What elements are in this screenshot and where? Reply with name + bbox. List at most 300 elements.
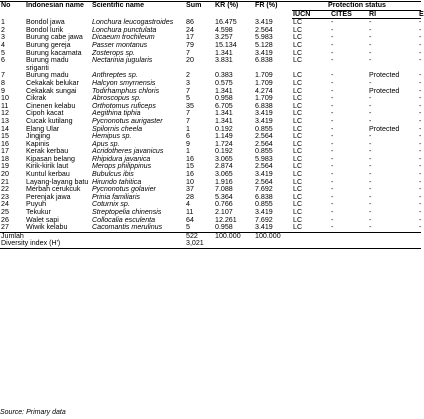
row-no: 17: [1, 147, 9, 156]
row-e: -: [419, 192, 422, 201]
row-sum: 11: [186, 208, 194, 217]
row-fr: 6.838: [255, 192, 273, 201]
table-body: [0, 19, 421, 233]
row-indonesian-name: Cipoh kacat: [26, 109, 64, 118]
row-kr: 3.065: [215, 154, 233, 163]
row-cites: -: [331, 200, 334, 209]
row-fr: 6.838: [255, 101, 273, 110]
row-indonesian-name: Wiwik kelabu: [25, 224, 91, 232]
row-e: -: [419, 48, 422, 57]
row-no: 12: [1, 109, 9, 118]
row-e: -: [419, 94, 422, 103]
row-cites: -: [331, 139, 334, 148]
row-ri: -: [369, 18, 372, 27]
row-iucn: LC: [293, 162, 303, 171]
scientific-name-text: Anthreptes sp.: [92, 71, 138, 80]
row-sum: 1: [186, 147, 190, 156]
row-kr: 7.088: [215, 185, 233, 194]
table-row: [0, 194, 421, 202]
row-sum: 7: [186, 48, 190, 57]
row-iucn: LC: [293, 48, 303, 57]
row-iucn: LC: [293, 78, 303, 87]
total-label: Jumlah: [1, 231, 24, 240]
row-cites: -: [331, 48, 334, 57]
row-indonesian-name: Perenjak jawa: [26, 192, 71, 201]
table-row: [0, 103, 421, 111]
row-fr: 2.564: [255, 139, 273, 148]
row-cites: -: [331, 40, 334, 49]
row-sum: 16: [186, 170, 194, 179]
row-iucn: LC: [293, 132, 303, 141]
row-indonesian-name: Cekakak belukar: [26, 78, 79, 87]
row-no: 27: [0, 224, 25, 232]
row-kr: 3.065: [215, 170, 233, 179]
row-fr: 7.692: [255, 215, 273, 224]
row-cites: -: [331, 124, 334, 133]
row-cites: -: [331, 147, 334, 156]
row-cites: -: [331, 177, 334, 186]
row-cites: -: [331, 56, 334, 65]
row-kr: 0.575: [215, 78, 233, 87]
row-fr: 5.128: [255, 40, 273, 49]
row-sum: 6: [186, 132, 190, 141]
row-e: -: [419, 185, 422, 194]
row-e: -: [419, 132, 422, 141]
row-ri: -: [368, 224, 418, 232]
row-e: -: [419, 18, 422, 27]
row-indonesian-name: Puyuh: [26, 200, 47, 209]
row-no: 20: [1, 170, 9, 179]
row-fr: 2.564: [255, 25, 273, 34]
row-cites: -: [331, 94, 334, 103]
row-sum: 28: [186, 192, 194, 201]
row-no: 3: [1, 33, 5, 42]
scientific-name-text: Aegithina tiphia: [92, 109, 141, 118]
row-iucn: LC: [293, 56, 303, 65]
row-kr: 1.341: [215, 116, 233, 125]
scientific-name-text: Abroscopus sp.: [92, 94, 141, 103]
row-no: 25: [1, 208, 9, 217]
diversity-row: [0, 240, 421, 248]
row-kr: 1.341: [215, 48, 233, 57]
row-no: 8: [1, 78, 5, 87]
row-ri: -: [369, 109, 372, 118]
row-e: -: [419, 223, 422, 232]
row-indonesian-name: Cikrak: [26, 94, 47, 103]
row-sum: 2: [186, 71, 190, 80]
scientific-name-text: Bubulcus ibis: [92, 170, 134, 179]
row-no: 4: [1, 40, 5, 49]
diversity-label: Diversity index (H'): [0, 240, 185, 248]
row-e: -: [419, 170, 422, 179]
row-ri: -: [369, 170, 372, 179]
row-fr: 3.419: [255, 170, 273, 179]
row-cites: -: [331, 71, 334, 80]
scientific-name-text: Merops philippinus: [92, 162, 152, 171]
row-e: -: [419, 25, 422, 34]
row-no: 2: [1, 25, 5, 34]
row-fr: 1.709: [255, 71, 273, 80]
row-e: -: [419, 139, 422, 148]
row-fr: 7.692: [255, 185, 273, 194]
row-cites: -: [331, 18, 334, 27]
row-sum: 9: [186, 139, 190, 148]
scientific-name-text: Halcyon smyrnensis: [92, 78, 156, 87]
row-cites: -: [331, 162, 334, 171]
header-ri: RI: [368, 10, 418, 19]
row-cites: -: [331, 185, 334, 194]
row-iucn: LC: [293, 86, 303, 95]
row-ri: -: [369, 185, 372, 194]
row-kr: 1.916: [215, 177, 233, 186]
row-cites: -: [331, 101, 334, 110]
row-fr: 3.419: [255, 109, 273, 118]
row-sum: 35: [186, 101, 194, 110]
row-indonesian-name: Burung madu: [26, 71, 69, 80]
row-no: 24: [1, 200, 9, 209]
row-fr: 0.855: [255, 147, 273, 156]
row-ri: -: [369, 162, 372, 171]
row-indonesian-name: Kirik-kirik laut: [26, 162, 69, 171]
row-cites: -: [331, 192, 334, 201]
row-sum: 79: [186, 40, 194, 49]
table-row: [0, 57, 421, 72]
scientific-name-text: Nectarinia jugularis: [92, 56, 153, 65]
row-e: -: [419, 200, 422, 209]
row-indonesian-name: Tekukur: [26, 208, 51, 217]
row-indonesian-name: Layang-layang batu: [26, 177, 89, 186]
row-sum: 5: [186, 94, 190, 103]
row-ri: -: [369, 147, 372, 156]
header-kr: KR (%): [214, 2, 254, 19]
scientific-name-text: Hirundo tahitica: [92, 177, 142, 186]
scientific-name-text: Zosterops sp.: [92, 48, 135, 57]
row-indonesian-name: Elang Ular: [26, 124, 60, 133]
row-kr: 0.383: [215, 71, 233, 80]
scientific-name-text: Todirhamphus chloris: [92, 86, 160, 95]
bird-species-table: [0, 1, 424, 249]
row-iucn: LC: [293, 94, 303, 103]
row-no: 21: [1, 177, 9, 186]
total-fr: 100.000: [255, 231, 281, 240]
row-ri: -: [369, 56, 372, 65]
scientific-name-text: Streptopelia chinensis: [92, 208, 162, 217]
table-row: [0, 209, 421, 217]
row-ri: Protected: [369, 71, 400, 80]
row-cites: -: [331, 78, 334, 87]
total-kr: 100.000: [215, 231, 241, 240]
row-cites: -: [331, 170, 334, 179]
row-fr: 2.564: [255, 132, 273, 141]
row-kr: 4.598: [215, 25, 233, 34]
row-kr: 2.107: [215, 208, 233, 217]
row-kr: 6.705: [215, 101, 233, 110]
row-e: -: [419, 208, 422, 217]
row-no: 14: [1, 124, 9, 133]
row-fr: 5.983: [255, 33, 273, 42]
header-protection-status: Protection status: [292, 2, 421, 11]
row-fr: 5.983: [255, 154, 273, 163]
row-iucn: LC: [293, 33, 303, 42]
row-kr: 1.341: [215, 86, 233, 95]
row-iucn: LC: [293, 192, 303, 201]
row-kr: 0.766: [215, 200, 233, 209]
table-row: [0, 133, 421, 141]
row-sum: 17: [186, 33, 194, 42]
row-e: -: [419, 162, 422, 171]
row-iucn: LC: [293, 71, 303, 80]
header-no: No: [0, 2, 25, 19]
row-cites: -: [331, 208, 334, 217]
row-ri: -: [369, 25, 372, 34]
row-ri: -: [369, 192, 372, 201]
row-cites: -: [331, 33, 334, 42]
row-iucn: LC: [293, 139, 303, 148]
row-sum: 1: [186, 124, 190, 133]
row-e: -: [419, 147, 422, 156]
row-sum: 7: [186, 109, 190, 118]
row-e: -: [419, 124, 422, 133]
row-ri: -: [369, 177, 372, 186]
total-row: [0, 232, 421, 240]
row-e: -: [419, 215, 422, 224]
row-indonesian-name: Jingjing: [26, 132, 51, 141]
scientific-name-text: Lonchura punctulata: [92, 25, 157, 34]
table-row: [0, 126, 421, 134]
row-cites: -: [331, 116, 334, 125]
header-e: E: [419, 9, 424, 18]
row-indonesian-name: Kipasan belang: [26, 154, 75, 163]
row-indonesian-name: Cucak kutilang: [26, 116, 73, 125]
row-e: -: [419, 78, 422, 87]
row-ri: -: [369, 215, 372, 224]
row-sum: 20: [186, 56, 194, 65]
row-kr: 2.874: [215, 162, 233, 171]
scientific-name-text: Coturnix sp.: [92, 200, 130, 209]
row-ri: -: [369, 116, 372, 125]
scientific-name-text: Cacomantis merulinus: [92, 223, 163, 232]
row-no: 11: [1, 101, 9, 110]
scientific-name-text: Prinia familiaris: [92, 192, 141, 201]
row-kr: 0.192: [215, 124, 233, 133]
row-iucn: LC: [293, 109, 303, 118]
row-kr: 0.958: [215, 94, 233, 103]
row-no: 7: [1, 71, 5, 80]
row-sum: 4: [186, 200, 190, 209]
row-cites: -: [331, 215, 334, 224]
row-no: 13: [1, 116, 9, 125]
row-cites: -: [330, 224, 368, 232]
row-iucn: LC: [293, 124, 303, 133]
scientific-name-text: Apus sp.: [92, 139, 120, 148]
row-ri: -: [369, 94, 372, 103]
row-fr: 3.419: [255, 48, 273, 57]
row-sum: 24: [186, 25, 194, 34]
row-no: 1: [1, 17, 5, 26]
row-fr: 6.838: [255, 56, 273, 65]
row-kr: 3.257: [215, 33, 233, 42]
row-sum: 10: [186, 177, 194, 186]
scientific-name-text: Hemipus sp.: [92, 132, 132, 141]
row-no: 6: [1, 56, 5, 65]
row-fr: 1.709: [255, 94, 273, 103]
row-kr: 15.134: [215, 40, 237, 49]
row-no: 15: [1, 132, 9, 141]
scientific-name-text: Lonchura leucogastroides: [92, 17, 174, 26]
row-ri: -: [369, 78, 372, 87]
row-e: -: [419, 101, 422, 110]
row-sum: 7: [186, 86, 190, 95]
row-fr: 3.419: [255, 116, 273, 125]
table-row: [0, 201, 421, 209]
row-iucn: LC: [293, 208, 303, 217]
row-indonesian-name: Burung cabe jawa: [26, 33, 83, 42]
total-sum: 522: [186, 231, 198, 240]
row-indonesian-name: Kerak kerbau: [26, 147, 69, 156]
row-indonesian-name: Kuntul kerbau: [26, 170, 70, 179]
row-no: 18: [1, 154, 9, 163]
row-kr: 1.341: [215, 109, 233, 118]
row-iucn: LC: [293, 25, 303, 34]
scientific-name-text: Passer montanus: [92, 40, 148, 49]
row-fr: 4.274: [255, 86, 273, 95]
row-cites: -: [331, 109, 334, 118]
scientific-name-text: Pycnonotus golavier: [92, 185, 156, 194]
row-fr: 3.419: [255, 208, 273, 217]
row-indonesian-name: Walet sapi: [26, 215, 59, 224]
row-iucn: LC: [293, 185, 303, 194]
row-ri: -: [369, 48, 372, 57]
row-kr: 0.192: [215, 147, 233, 156]
row-iucn: LC: [293, 147, 303, 156]
row-sum: 5: [185, 224, 214, 232]
row-e: -: [419, 56, 422, 65]
row-indonesian-name: Bondol jawa: [26, 17, 65, 26]
row-e: -: [419, 40, 422, 49]
row-ri: -: [369, 139, 372, 148]
row-kr: 0.958: [214, 224, 254, 232]
row-kr: 3.831: [215, 56, 233, 65]
row-sum: 86: [186, 17, 194, 26]
row-indonesian-name: Burung kacamata: [26, 48, 82, 57]
scientific-name-text: Spilornis cheela: [92, 124, 143, 133]
row-no: 26: [1, 215, 9, 224]
source-note: Source: Primary data: [0, 409, 66, 416]
row-no: 5: [1, 48, 5, 57]
scientific-name-text: Orthotomus ruficeps: [92, 101, 156, 110]
row-e: -: [419, 154, 422, 163]
row-no: 10: [1, 94, 9, 103]
table-row: [0, 19, 421, 27]
row-iucn: LC: [293, 101, 303, 110]
row-kr: 16.475: [215, 17, 237, 26]
row-ri: -: [369, 40, 372, 49]
row-indonesian-name: Kapinis: [26, 139, 50, 148]
row-scientific-name: [91, 57, 185, 72]
row-ri: -: [369, 132, 372, 141]
row-iucn: LC: [293, 215, 303, 224]
row-ri: -: [369, 200, 372, 209]
row-fr: 2.564: [255, 162, 273, 171]
row-cites: -: [331, 86, 334, 95]
row-e: -: [419, 71, 422, 80]
row-fr: 3.419: [254, 224, 292, 232]
row-no: 19: [1, 162, 9, 171]
row-indonesian-name: Burung madu sriganti: [26, 56, 69, 72]
header-cites: CITES: [330, 10, 368, 19]
row-indonesian-name: Cekakak sungai: [26, 86, 77, 95]
row-kr: 1.724: [215, 139, 233, 148]
scientific-name-text: Rhipidura javanica: [92, 154, 151, 163]
row-iucn: LC: [292, 224, 330, 232]
header-indonesian-name: Indonesian name: [25, 2, 91, 19]
row-ri: -: [369, 33, 372, 42]
header-sum: Sum: [185, 2, 214, 19]
diversity-value: 3,021: [185, 240, 214, 248]
row-indonesian-name: Cinenen kelabu: [26, 101, 76, 110]
row-iucn: LC: [293, 177, 303, 186]
scientific-name-text: Collocalia esculenta: [92, 215, 156, 224]
row-kr: 1.149: [215, 132, 233, 141]
row-no: 22: [1, 185, 9, 194]
row-e: -: [419, 177, 422, 186]
row-kr: 12.261: [215, 215, 237, 224]
row-no: 23: [1, 192, 9, 201]
row-sum: 15: [186, 162, 194, 171]
row-ri: Protected: [369, 124, 400, 133]
row-ri: -: [369, 154, 372, 163]
scientific-name-text: Pycnonotus aurigaster: [92, 116, 163, 125]
row-cites: -: [331, 25, 334, 34]
row-indonesian-name: Merbah cerukcuk: [26, 185, 81, 194]
table-row: [0, 88, 421, 96]
row-e: -: [419, 86, 422, 95]
row-cites: -: [331, 132, 334, 141]
row-fr: 3.419: [255, 17, 273, 26]
row-e: -: [419, 33, 422, 42]
row-ri: -: [369, 101, 372, 110]
row-scientific-name: [91, 224, 185, 232]
table-row: [0, 224, 421, 232]
row-sum: 7: [186, 116, 190, 125]
row-no: 16: [1, 139, 9, 148]
row-fr: 0.855: [255, 124, 273, 133]
row-iucn: LC: [293, 116, 303, 125]
row-iucn: LC: [293, 170, 303, 179]
row-fr: 1.709: [255, 78, 273, 87]
header-scientific-name: Scientific name: [91, 2, 185, 19]
row-iucn: LC: [293, 154, 303, 163]
table-row: [0, 118, 421, 126]
scientific-name-text: Acridotheres javanicus: [92, 147, 164, 156]
row-iucn: LC: [293, 40, 303, 49]
scientific-name-text: Dicaeum trochileum: [92, 33, 155, 42]
row-sum: 64: [186, 215, 194, 224]
row-kr: 5.364: [215, 192, 233, 201]
row-iucn: LC: [293, 200, 303, 209]
row-cites: -: [331, 154, 334, 163]
header-iucn: IUCN: [292, 10, 330, 19]
row-indonesian-name: Burung gereja: [26, 40, 71, 49]
row-indonesian-name: Bondol lurik: [26, 25, 64, 34]
row-iucn: LC: [293, 18, 303, 27]
row-sum: 16: [186, 154, 194, 163]
row-ri: -: [369, 208, 372, 217]
row-e: -: [419, 109, 422, 118]
row-ri: Protected: [369, 86, 400, 95]
row-sum: 37: [186, 185, 194, 194]
row-e: -: [419, 116, 422, 125]
